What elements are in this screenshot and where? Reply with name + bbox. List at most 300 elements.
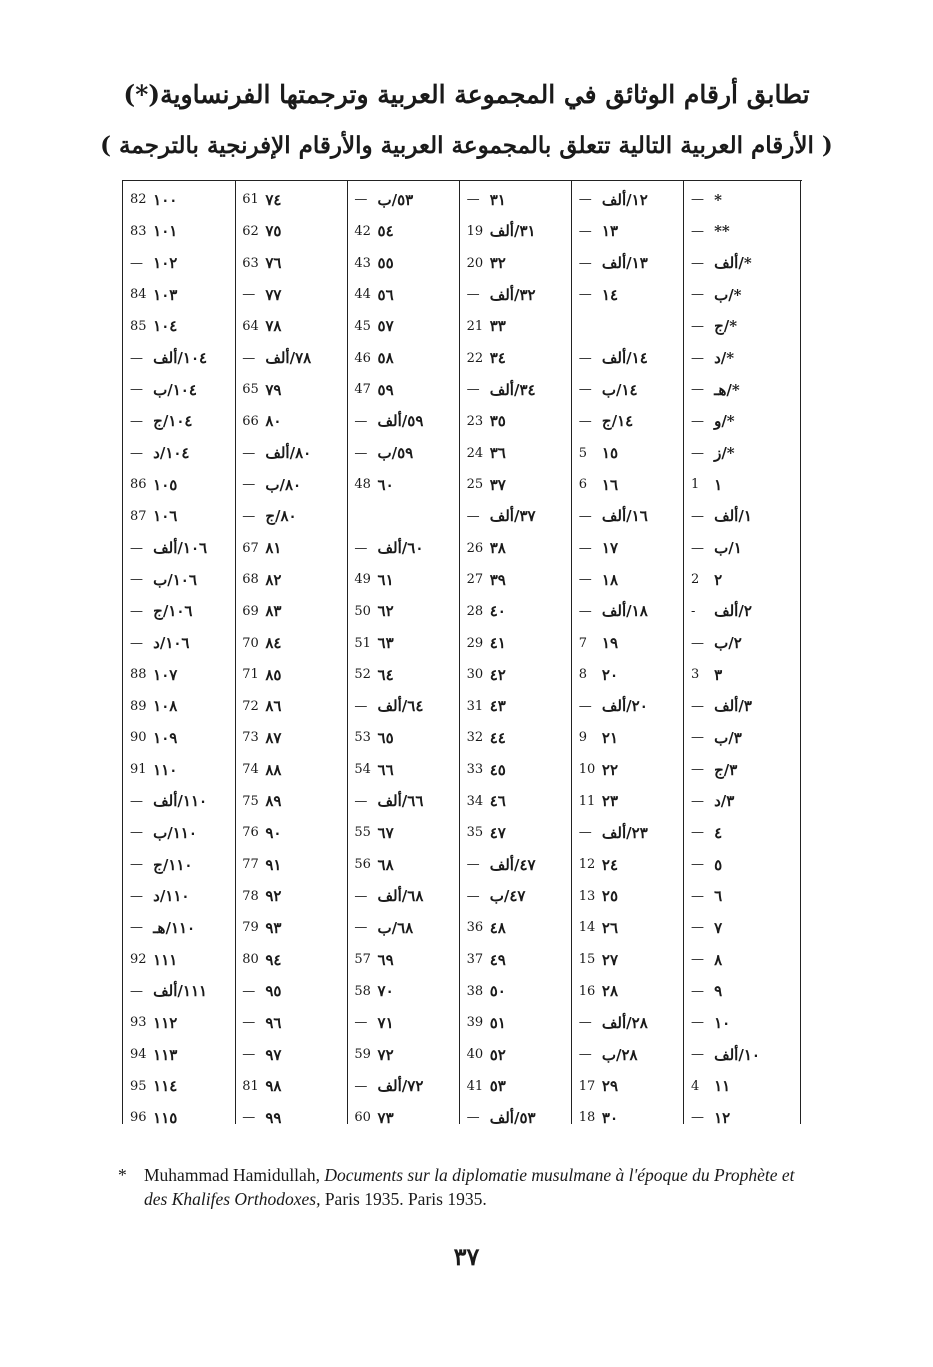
french-number-cell: 62 <box>242 223 259 239</box>
french-number-cell: 47 <box>354 382 371 398</box>
arabic-number-cell: ٣٢/ألف <box>489 285 536 304</box>
arabic-number-cell: ٩٦ <box>265 1013 282 1032</box>
arabic-number-cell: ١٤/ب <box>601 380 638 399</box>
french-number-cell: — <box>130 920 143 936</box>
arabic-number-cell: ٣٦ <box>489 444 506 463</box>
arabic-number-cell: ٦٦ <box>377 760 394 779</box>
arabic-number-cell: ١٥ <box>601 444 619 463</box>
french-number-cell: — <box>690 223 704 239</box>
arabic-number-cell: ٧٦ <box>265 254 282 273</box>
table-row <box>124 785 800 817</box>
arabic-number-cell: */ب <box>714 285 742 304</box>
french-number-cell: 95 <box>130 1078 147 1094</box>
french-number-cell: 89 <box>130 698 147 714</box>
arabic-number-cell: ١٧ <box>601 539 619 558</box>
french-number-cell: 63 <box>242 255 259 271</box>
arabic-number-cell: ٢٠ <box>601 665 619 684</box>
french-number-cell: — <box>578 698 592 714</box>
french-number-cell: 61 <box>242 192 259 208</box>
arabic-number-cell: ١١٠/هـ <box>153 918 196 937</box>
table-row <box>124 817 800 849</box>
french-number-cell: — <box>690 445 704 461</box>
french-number-cell: 7 <box>578 635 588 651</box>
arabic-number-cell: ٦ <box>714 887 723 906</box>
french-number-cell: — <box>578 540 592 556</box>
arabic-number-cell: ٧ <box>714 918 723 937</box>
table-row <box>124 691 800 723</box>
french-number-cell: — <box>130 255 143 271</box>
arabic-number-cell: ٢/ألف <box>714 602 752 621</box>
arabic-number-cell: ١٠ <box>714 1013 731 1032</box>
french-number-cell: — <box>578 255 592 271</box>
arabic-number-cell: ١٢ <box>714 1108 731 1127</box>
arabic-number-cell: ١٠٦ <box>153 507 178 526</box>
table-row <box>124 1070 800 1102</box>
french-number-cell: 34 <box>466 793 484 809</box>
arabic-number-cell: */هـ <box>714 380 740 399</box>
french-number-cell: — <box>578 1015 592 1031</box>
french-number-cell: 43 <box>354 255 371 271</box>
french-number-cell: — <box>242 508 256 524</box>
french-number-cell: — <box>690 1047 704 1063</box>
french-number-cell: — <box>690 508 704 524</box>
french-number-cell: 19 <box>466 223 484 239</box>
arabic-number-cell: ٧٥ <box>265 222 282 241</box>
french-number-cell: 79 <box>242 920 259 936</box>
french-number-cell: — <box>242 983 256 999</box>
table-row <box>124 912 800 944</box>
french-number-cell: 22 <box>466 350 484 366</box>
arabic-number-cell: ٢٥ <box>601 887 619 906</box>
french-number-cell: 83 <box>130 223 147 239</box>
arabic-number-cell: ٧٧ <box>265 285 282 304</box>
french-number-cell: 77 <box>242 857 259 873</box>
arabic-number-cell: ٩٤ <box>265 950 282 969</box>
arabic-number-cell: ٢٨/ألف <box>601 1013 648 1032</box>
french-number-cell: 5 <box>578 445 588 461</box>
french-number-cell: 4 <box>690 1078 700 1094</box>
french-number-cell: 18 <box>578 1110 596 1126</box>
arabic-number-cell: ١٠٦/د <box>153 634 190 653</box>
arabic-number-cell: ٣٠ <box>601 1108 619 1127</box>
french-number-cell: 82 <box>130 192 147 208</box>
arabic-number-cell: ٢٢ <box>601 760 619 779</box>
french-number-cell: — <box>354 413 368 429</box>
arabic-number-cell: ٣١ <box>489 190 506 209</box>
arabic-number-cell: ٢٦ <box>601 918 619 937</box>
french-number-cell: 25 <box>466 477 484 493</box>
french-number-cell: — <box>130 888 143 904</box>
french-number-cell: — <box>578 413 592 429</box>
french-number-cell: — <box>466 192 480 208</box>
arabic-number-cell: ٦٦/ألف <box>377 792 424 811</box>
table-row <box>124 944 800 976</box>
page-number: ٣٧ <box>453 1242 480 1271</box>
arabic-number-cell: ٣٧/ألف <box>489 507 536 526</box>
french-number-cell: 36 <box>466 920 484 936</box>
arabic-number-cell: ٢١ <box>601 728 619 747</box>
arabic-number-cell: ٢ <box>714 570 723 589</box>
french-number-cell <box>573 311 602 343</box>
french-number-cell: 65 <box>242 382 259 398</box>
french-number-cell: 80 <box>242 952 259 968</box>
arabic-number-cell: ٨٠/ب <box>265 475 302 494</box>
page-title: تطابق أرقام الوثائق في المجموعة العربية وترجمتها الفرنساوية(*) <box>123 80 810 109</box>
french-number-cell: 1 <box>690 477 700 493</box>
table-row <box>124 532 800 564</box>
table-row <box>124 311 800 343</box>
arabic-number-cell: ٨٨ <box>265 760 282 779</box>
arabic-number-cell: * <box>714 190 722 209</box>
french-number-cell: 13 <box>578 888 596 904</box>
french-number-cell: — <box>354 698 368 714</box>
arabic-number-cell: ١٠٣ <box>153 285 178 304</box>
table-row <box>124 754 800 786</box>
footnote-author: Muhammad Hamidullah, <box>144 1165 320 1185</box>
arabic-number-cell: ٨٦ <box>265 697 282 716</box>
french-number-cell: 60 <box>354 1110 371 1126</box>
arabic-number-cell: ٥٩ <box>377 380 394 399</box>
french-number-cell: 90 <box>130 730 147 746</box>
arabic-number-cell: ١١٠/ب <box>153 823 197 842</box>
table-row <box>124 975 800 1007</box>
arabic-number-cell: ٦٧ <box>377 823 394 842</box>
french-number-cell: 72 <box>242 698 259 714</box>
french-number-cell: 50 <box>354 603 371 619</box>
arabic-number-cell: ** <box>714 222 730 241</box>
french-number-cell: — <box>354 888 368 904</box>
french-number-cell: — <box>130 572 143 588</box>
french-number-cell: 48 <box>354 477 371 493</box>
french-number-cell: 20 <box>466 255 484 271</box>
arabic-number-cell: ١٠٤/د <box>153 444 190 463</box>
french-number-cell: — <box>354 793 368 809</box>
french-number-cell: 66 <box>242 413 259 429</box>
french-number-cell: 40 <box>466 1047 484 1063</box>
french-number-cell: — <box>690 888 704 904</box>
arabic-number-cell: ١١٥ <box>153 1108 178 1127</box>
table-row <box>124 501 800 533</box>
french-number-cell: — <box>130 825 143 841</box>
arabic-number-cell: ٤٩ <box>489 950 506 969</box>
french-number-cell: 6 <box>578 477 588 493</box>
arabic-number-cell: ١٠٤/ب <box>153 380 197 399</box>
arabic-number-cell: ٤٤ <box>489 728 506 747</box>
french-number-cell: 57 <box>354 952 371 968</box>
table-row <box>124 437 800 469</box>
arabic-number-cell: ٣٣ <box>489 317 506 336</box>
french-number-cell: 37 <box>466 952 484 968</box>
arabic-number-cell: ٢٠/ألف <box>601 697 648 716</box>
french-number-cell: — <box>578 350 592 366</box>
french-number-cell: — <box>578 825 592 841</box>
french-number-cell: — <box>690 857 704 873</box>
arabic-number-cell: ٥٣ <box>489 1077 506 1096</box>
arabic-number-cell: ٨٢ <box>265 570 282 589</box>
french-number-cell: — <box>578 223 592 239</box>
french-number-cell: 64 <box>242 318 259 334</box>
arabic-number-cell: ١٤ <box>601 285 619 304</box>
french-number-cell: — <box>690 983 704 999</box>
arabic-number-cell: ٤٠ <box>489 602 506 621</box>
arabic-number-cell: ٥٦ <box>377 285 394 304</box>
french-number-cell: 58 <box>354 983 371 999</box>
french-number-cell: — <box>354 1078 368 1094</box>
french-number-cell: 15 <box>578 952 596 968</box>
french-number-cell: 54 <box>354 762 371 778</box>
french-number-cell: 38 <box>466 983 484 999</box>
arabic-number-cell: ٨ <box>714 950 723 969</box>
french-number-cell: 88 <box>130 667 147 683</box>
french-number-cell: — <box>466 888 480 904</box>
page-subtitle: ( الأرقام العربية التالية تتعلق بالمجموعة العربية والأرقام الإفرنجية بالترجمة ) <box>100 132 833 159</box>
french-number-cell: 10 <box>578 762 596 778</box>
arabic-number-cell: ٧٢ <box>377 1045 394 1064</box>
arabic-number-cell: ٩١ <box>265 855 282 874</box>
arabic-number-cell: ١ <box>714 475 723 494</box>
french-number-cell: — <box>690 382 704 398</box>
arabic-number-cell: ٤٦ <box>489 792 506 811</box>
table-row <box>124 184 800 216</box>
arabic-number-cell: */ألف <box>714 254 752 273</box>
arabic-number-cell: ٣/ألف <box>714 697 752 716</box>
arabic-number-cell: ٨٥ <box>265 665 282 684</box>
french-number-cell: 41 <box>466 1078 484 1094</box>
arabic-number-cell: ٦٨ <box>377 855 394 874</box>
arabic-number-cell: ٧١ <box>377 1013 394 1032</box>
french-number-cell: — <box>242 350 256 366</box>
french-number-cell: — <box>354 540 368 556</box>
arabic-number-cell: ٧٨/ألف <box>265 349 312 368</box>
table-row <box>124 342 800 374</box>
french-number-cell: — <box>130 382 143 398</box>
french-number-cell: 74 <box>242 762 259 778</box>
french-number-cell: 96 <box>130 1110 147 1126</box>
french-number-cell: 2 <box>690 572 700 588</box>
arabic-number-cell: ٩٩ <box>265 1108 282 1127</box>
french-number-cell: 28 <box>466 603 484 619</box>
french-number-cell: — <box>242 445 256 461</box>
french-number-cell: — <box>690 730 704 746</box>
arabic-number-cell: ١٤/ألف <box>601 349 648 368</box>
arabic-number-cell: ١٣/ألف <box>601 254 648 273</box>
french-number-cell: 49 <box>354 572 371 588</box>
french-number-cell: 39 <box>466 1015 484 1031</box>
arabic-number-cell: ٣/ج <box>714 760 738 779</box>
french-number-cell: — <box>130 983 143 999</box>
arabic-number-cell: ٥٧ <box>377 317 394 336</box>
arabic-number-cell: ٣٨ <box>489 539 506 558</box>
french-number-cell: — <box>130 603 143 619</box>
french-number-cell: — <box>466 382 480 398</box>
french-number-cell: — <box>690 762 704 778</box>
arabic-number-cell: ٢٤ <box>601 855 619 874</box>
arabic-number-cell: ٥٩/ب <box>377 444 414 463</box>
french-number-cell: 33 <box>466 762 484 778</box>
arabic-number-cell: ٢٣/ألف <box>601 823 648 842</box>
arabic-number-cell: ١١ <box>714 1077 731 1096</box>
arabic-number-cell: ٤٨ <box>489 918 506 937</box>
arabic-number-cell: ٢٨/ب <box>601 1045 638 1064</box>
french-number-cell: 9 <box>578 730 588 746</box>
french-number-cell: — <box>354 920 368 936</box>
table-row <box>124 722 800 754</box>
french-number-cell: 86 <box>130 477 147 493</box>
french-number-cell: — <box>466 857 480 873</box>
arabic-number-cell: ٨٠/ج <box>265 507 297 526</box>
arabic-number-cell: ١٠٠ <box>153 190 178 209</box>
arabic-number-cell: ٧٩ <box>265 380 282 399</box>
arabic-number-cell: ١٠٢ <box>153 254 178 273</box>
arabic-number-cell: ١/ب <box>714 539 742 558</box>
french-number-cell: — <box>130 445 143 461</box>
arabic-number-cell: ١١١ <box>153 950 178 969</box>
french-number-cell: 87 <box>130 508 147 524</box>
french-number-cell: — <box>690 540 704 556</box>
french-number-cell: 70 <box>242 635 259 651</box>
french-number-cell: — <box>130 540 143 556</box>
french-number-cell: — <box>690 192 704 208</box>
french-number-cell: — <box>242 477 256 493</box>
table-border-right <box>800 180 801 1124</box>
arabic-number-cell: ٣٧ <box>489 475 506 494</box>
arabic-number-cell: ٨٤ <box>265 634 282 653</box>
french-number-cell: 14 <box>578 920 596 936</box>
arabic-number-cell: ٦٨/ب <box>377 918 414 937</box>
arabic-number-cell: ٣٩ <box>489 570 506 589</box>
french-number-cell: — <box>690 825 704 841</box>
arabic-number-cell: ٩٢ <box>265 887 282 906</box>
arabic-number-cell: ١١٢ <box>153 1013 178 1032</box>
french-number-cell: — <box>354 445 368 461</box>
arabic-number-cell: ٥٩/ألف <box>377 412 424 431</box>
french-number-cell: — <box>690 350 704 366</box>
arabic-number-cell: */و <box>714 412 735 431</box>
french-number-cell: — <box>690 920 704 936</box>
arabic-number-cell: ١٠٤ <box>153 317 178 336</box>
table-row <box>124 880 800 912</box>
table-row <box>124 627 800 659</box>
french-number-cell <box>348 501 377 533</box>
table-row <box>124 247 800 279</box>
arabic-number-cell: ٩٥ <box>265 982 282 1001</box>
french-number-cell: 45 <box>354 318 371 334</box>
french-number-cell: 29 <box>466 635 484 651</box>
arabic-number-cell: ٧٣ <box>377 1108 394 1127</box>
french-number-cell: — <box>690 635 704 651</box>
arabic-number-cell: ٥ <box>714 855 723 874</box>
french-number-cell: — <box>690 255 704 271</box>
french-number-cell: 76 <box>242 825 259 841</box>
french-number-cell: 31 <box>466 698 484 714</box>
arabic-number-cell: ٣٥ <box>489 412 506 431</box>
concordance-table <box>124 184 800 1134</box>
arabic-number-cell: ٥٠ <box>489 982 506 1001</box>
table-border-left <box>122 180 123 1124</box>
arabic-number-cell: ١٠٥ <box>153 475 178 494</box>
arabic-number-cell: ٣٢ <box>489 254 506 273</box>
arabic-number-cell: ١٩ <box>601 634 619 653</box>
arabic-number-cell: ٨١ <box>265 539 282 558</box>
french-number-cell: 68 <box>242 572 259 588</box>
french-number-cell: 55 <box>354 825 371 841</box>
arabic-number-cell: ١٠٩ <box>153 728 178 747</box>
french-number-cell: 53 <box>354 730 371 746</box>
french-number-cell: 71 <box>242 667 259 683</box>
french-number-cell: — <box>354 1015 368 1031</box>
french-number-cell: 67 <box>242 540 259 556</box>
french-number-cell: 56 <box>354 857 371 873</box>
french-number-cell: 91 <box>130 762 147 778</box>
arabic-number-cell <box>378 501 461 533</box>
table-row <box>124 279 800 311</box>
table-row <box>124 849 800 881</box>
table-row <box>124 374 800 406</box>
arabic-number-cell: ٣/د <box>714 792 735 811</box>
french-number-cell: — <box>130 350 143 366</box>
french-number-cell: 17 <box>578 1078 596 1094</box>
french-number-cell: — <box>242 1015 256 1031</box>
french-number-cell: — <box>690 698 704 714</box>
french-number-cell: 52 <box>354 667 371 683</box>
french-number-cell: — <box>578 603 592 619</box>
french-number-cell: 94 <box>130 1047 147 1063</box>
french-number-cell: — <box>578 508 592 524</box>
arabic-number-cell: ١١٠/ج <box>153 855 193 874</box>
arabic-number-cell: ١٣ <box>601 222 619 241</box>
arabic-number-cell: */ج <box>714 317 738 336</box>
arabic-number-cell: ٥٤ <box>377 222 394 241</box>
arabic-number-cell: ٦٤ <box>377 665 394 684</box>
french-number-cell: — <box>690 287 704 303</box>
arabic-number-cell: ١٠٨ <box>153 697 178 716</box>
french-number-cell: 8 <box>578 667 588 683</box>
arabic-number-cell: ٩٧ <box>265 1045 282 1064</box>
arabic-number-cell: ٨٣ <box>265 602 282 621</box>
arabic-number-cell: ١٠٦/ج <box>153 602 193 621</box>
arabic-number-cell: ١١٠ <box>153 760 178 779</box>
arabic-number-cell: ٤٧/ألف <box>489 855 536 874</box>
french-number-cell: 12 <box>578 857 596 873</box>
arabic-number-cell: ١٦ <box>601 475 619 494</box>
arabic-number-cell: ١١١/ألف <box>153 982 208 1001</box>
arabic-number-cell: ٦٢ <box>377 602 394 621</box>
french-number-cell: 85 <box>130 318 147 334</box>
arabic-number-cell: ٢٩ <box>601 1077 619 1096</box>
arabic-number-cell: ٧٤ <box>265 190 282 209</box>
french-number-cell: 44 <box>354 287 371 303</box>
arabic-number-cell: ١٠٤/ج <box>153 412 193 431</box>
french-number-cell: — <box>578 382 592 398</box>
arabic-number-cell: ٦٠ <box>377 475 394 494</box>
french-number-cell: 26 <box>466 540 484 556</box>
french-number-cell: 75 <box>242 793 259 809</box>
arabic-number-cell: ٣ <box>714 665 723 684</box>
arabic-number-cell: ٤٧/ب <box>489 887 526 906</box>
arabic-number-cell: ٤١ <box>489 634 506 653</box>
french-number-cell: — <box>690 793 704 809</box>
arabic-number-cell: ٣١/ألف <box>489 222 536 241</box>
arabic-number-cell: ٢٣ <box>601 792 619 811</box>
french-number-cell: — <box>130 635 143 651</box>
arabic-number-cell: ١/ألف <box>714 507 752 526</box>
arabic-number-cell: ١١٣ <box>153 1045 178 1064</box>
french-number-cell: 23 <box>466 413 484 429</box>
arabic-number-cell: */ز <box>714 444 735 463</box>
footnote-marker: * <box>118 1165 127 1185</box>
arabic-number-cell: ٣٤/ألف <box>489 380 536 399</box>
arabic-number-cell: ٦١ <box>377 570 394 589</box>
